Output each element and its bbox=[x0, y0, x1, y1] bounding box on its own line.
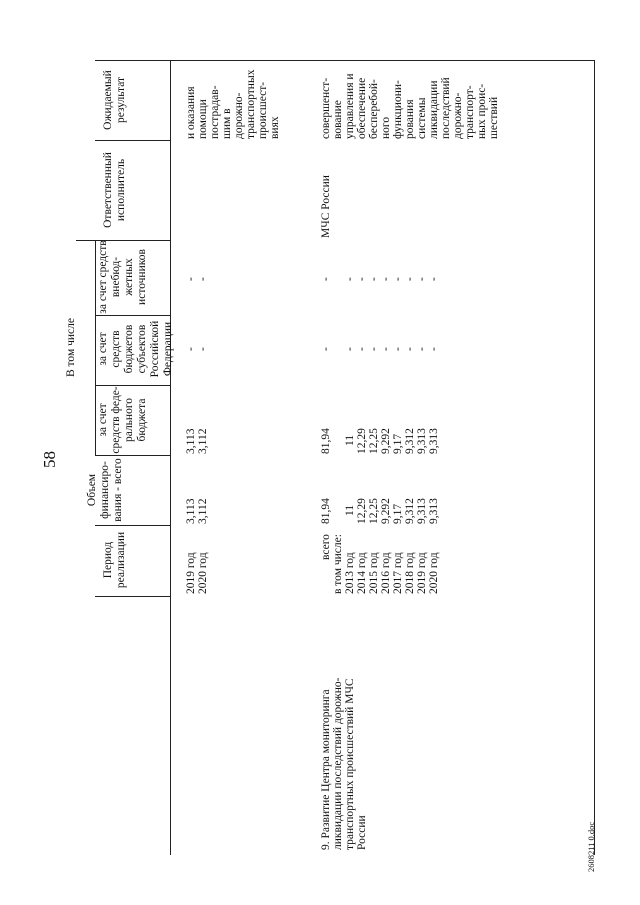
row2-result-line: ликвидации bbox=[428, 80, 440, 139]
row2-period: 2020 год bbox=[428, 552, 440, 594]
row1-result-line: транспортных bbox=[245, 69, 257, 139]
row1-result-line: и оказания bbox=[185, 86, 197, 139]
row2-regional: - bbox=[380, 347, 392, 351]
row2-volume: 9,312 bbox=[404, 498, 416, 524]
row2-result-line: последствий bbox=[440, 77, 452, 139]
row2-federal: 9,17 bbox=[392, 433, 404, 454]
row2-activity-line: 9. Развитие Центра мониторинга bbox=[320, 689, 332, 850]
row2-period: 2018 год bbox=[404, 552, 416, 594]
row2-result-line: ного bbox=[380, 116, 392, 139]
row2-volume: 9,313 bbox=[416, 498, 428, 524]
sep-period-activity bbox=[95, 596, 171, 597]
row2-offbudget: - bbox=[392, 277, 404, 281]
row2-regional: - bbox=[392, 347, 404, 351]
row2-federal: 12,25 bbox=[368, 428, 380, 454]
row1-result-line: происшест- bbox=[257, 81, 269, 139]
row2-federal: 9,292 bbox=[380, 428, 392, 454]
row2-volume: 9,17 bbox=[392, 503, 404, 524]
row1-period-1: 2020 год bbox=[197, 552, 209, 594]
row2-federal: 81,94 bbox=[320, 428, 332, 454]
header-offbudget: за счет средств внебюд-жетных источников bbox=[97, 240, 148, 314]
row2-federal: 9,313 bbox=[428, 428, 440, 454]
row2-federal: 12,29 bbox=[356, 428, 368, 454]
header-result: Ожидаемый результат bbox=[102, 70, 127, 130]
row1-result-line: шим в bbox=[221, 108, 233, 139]
row1-offbudget-1: - bbox=[197, 277, 209, 281]
row2-result-line: транспорт- bbox=[464, 85, 476, 139]
subheader-divider bbox=[76, 240, 96, 241]
row2-period: 2017 год bbox=[392, 552, 404, 594]
row2-activity-line: ликвидации последствий дорожно- bbox=[332, 677, 344, 850]
row2-federal: 9,313 bbox=[416, 428, 428, 454]
row2-offbudget: - bbox=[380, 277, 392, 281]
row2-result-line: совершенст- bbox=[320, 77, 332, 139]
header-volume: Объем финансиро-вания - всего bbox=[86, 458, 124, 522]
row1-result-line: помощи bbox=[197, 99, 209, 139]
row2-volume: 9,313 bbox=[428, 498, 440, 524]
row2-offbudget: - bbox=[368, 277, 380, 281]
header-divider bbox=[170, 60, 171, 855]
row2-result-line: функциони- bbox=[392, 80, 404, 139]
row2-period: 2019 год bbox=[416, 552, 428, 594]
row1-period-0: 2019 год bbox=[185, 552, 197, 594]
row2-period: 2013 год bbox=[344, 552, 356, 594]
row2-period: 2015 год bbox=[368, 552, 380, 594]
row2-result-line: бесперебой- bbox=[368, 79, 380, 139]
row2-volume: 12,29 bbox=[356, 498, 368, 524]
row2-volume: 9,292 bbox=[380, 498, 392, 524]
row2-result-line: ных проис- bbox=[476, 83, 488, 139]
row2-regional: - bbox=[320, 347, 332, 351]
row2-volume: 12,25 bbox=[368, 498, 380, 524]
row2-activity-line: России bbox=[356, 815, 368, 850]
row1-federal-0: 3,113 bbox=[185, 428, 197, 454]
row1-result-line: виях bbox=[269, 116, 281, 139]
row2-result-line: шествий bbox=[488, 96, 500, 139]
row2-result-line: вование bbox=[332, 100, 344, 139]
row1-result-line: дорожно- bbox=[233, 92, 245, 139]
row2-regional: - bbox=[428, 347, 440, 351]
row2-federal: 9,312 bbox=[404, 428, 416, 454]
row2-result-line: системы bbox=[416, 97, 428, 139]
row2-offbudget: - bbox=[404, 277, 416, 281]
row2-activity-line: транспортных происшествий МЧС bbox=[344, 678, 356, 850]
row2-result-line: дорожно- bbox=[452, 92, 464, 139]
row2-regional: - bbox=[404, 347, 416, 351]
header-in-that-number: В том числе bbox=[65, 318, 77, 377]
row2-period: в том числе: bbox=[332, 534, 344, 594]
row2-offbudget: - bbox=[428, 277, 440, 281]
row2-regional: - bbox=[416, 347, 428, 351]
row2-federal: 11 bbox=[344, 434, 356, 446]
row1-volume-0: 3,113 bbox=[185, 498, 197, 524]
row2-volume: 81,94 bbox=[320, 498, 332, 524]
header-federal: за счет средств феде-рального бюджета bbox=[97, 386, 148, 454]
row1-offbudget-0: - bbox=[185, 277, 197, 281]
row2-result-line: обеспечение bbox=[356, 77, 368, 139]
header-executor: Ответственный исполнитель bbox=[102, 152, 127, 228]
row2-period: всего bbox=[320, 534, 332, 560]
row2-offbudget: - bbox=[320, 277, 332, 281]
row2-result-line: управления и bbox=[344, 73, 356, 139]
row1-volume-1: 3,112 bbox=[197, 498, 209, 524]
row2-executor: МЧС России bbox=[320, 175, 332, 238]
row2-volume: 11 bbox=[344, 504, 356, 516]
row1-regional-0: - bbox=[185, 347, 197, 351]
row2-offbudget: - bbox=[416, 277, 428, 281]
row2-period: 2016 год bbox=[380, 552, 392, 594]
row2-period: 2014 год bbox=[356, 552, 368, 594]
header-regional: за счет средств бюджетов субъектов Российской Федерации bbox=[97, 320, 174, 378]
row2-offbudget: - bbox=[344, 277, 356, 281]
table-border-right bbox=[594, 60, 595, 855]
row1-federal-1: 3,112 bbox=[197, 428, 209, 454]
row1-regional-1: - bbox=[197, 347, 209, 351]
header-period: Период реализации bbox=[102, 531, 127, 589]
footer-filename: 2608211 0.doc bbox=[586, 821, 596, 872]
row2-regional: - bbox=[368, 347, 380, 351]
row2-regional: - bbox=[356, 347, 368, 351]
row2-regional: - bbox=[344, 347, 356, 351]
page-number: 58 bbox=[40, 451, 59, 468]
sep-result-executor bbox=[95, 140, 171, 141]
row2-result-line: рования bbox=[404, 99, 416, 139]
row2-offbudget: - bbox=[356, 277, 368, 281]
in-that-number-divider bbox=[95, 240, 96, 456]
row1-result-line: пострадав- bbox=[209, 85, 221, 139]
